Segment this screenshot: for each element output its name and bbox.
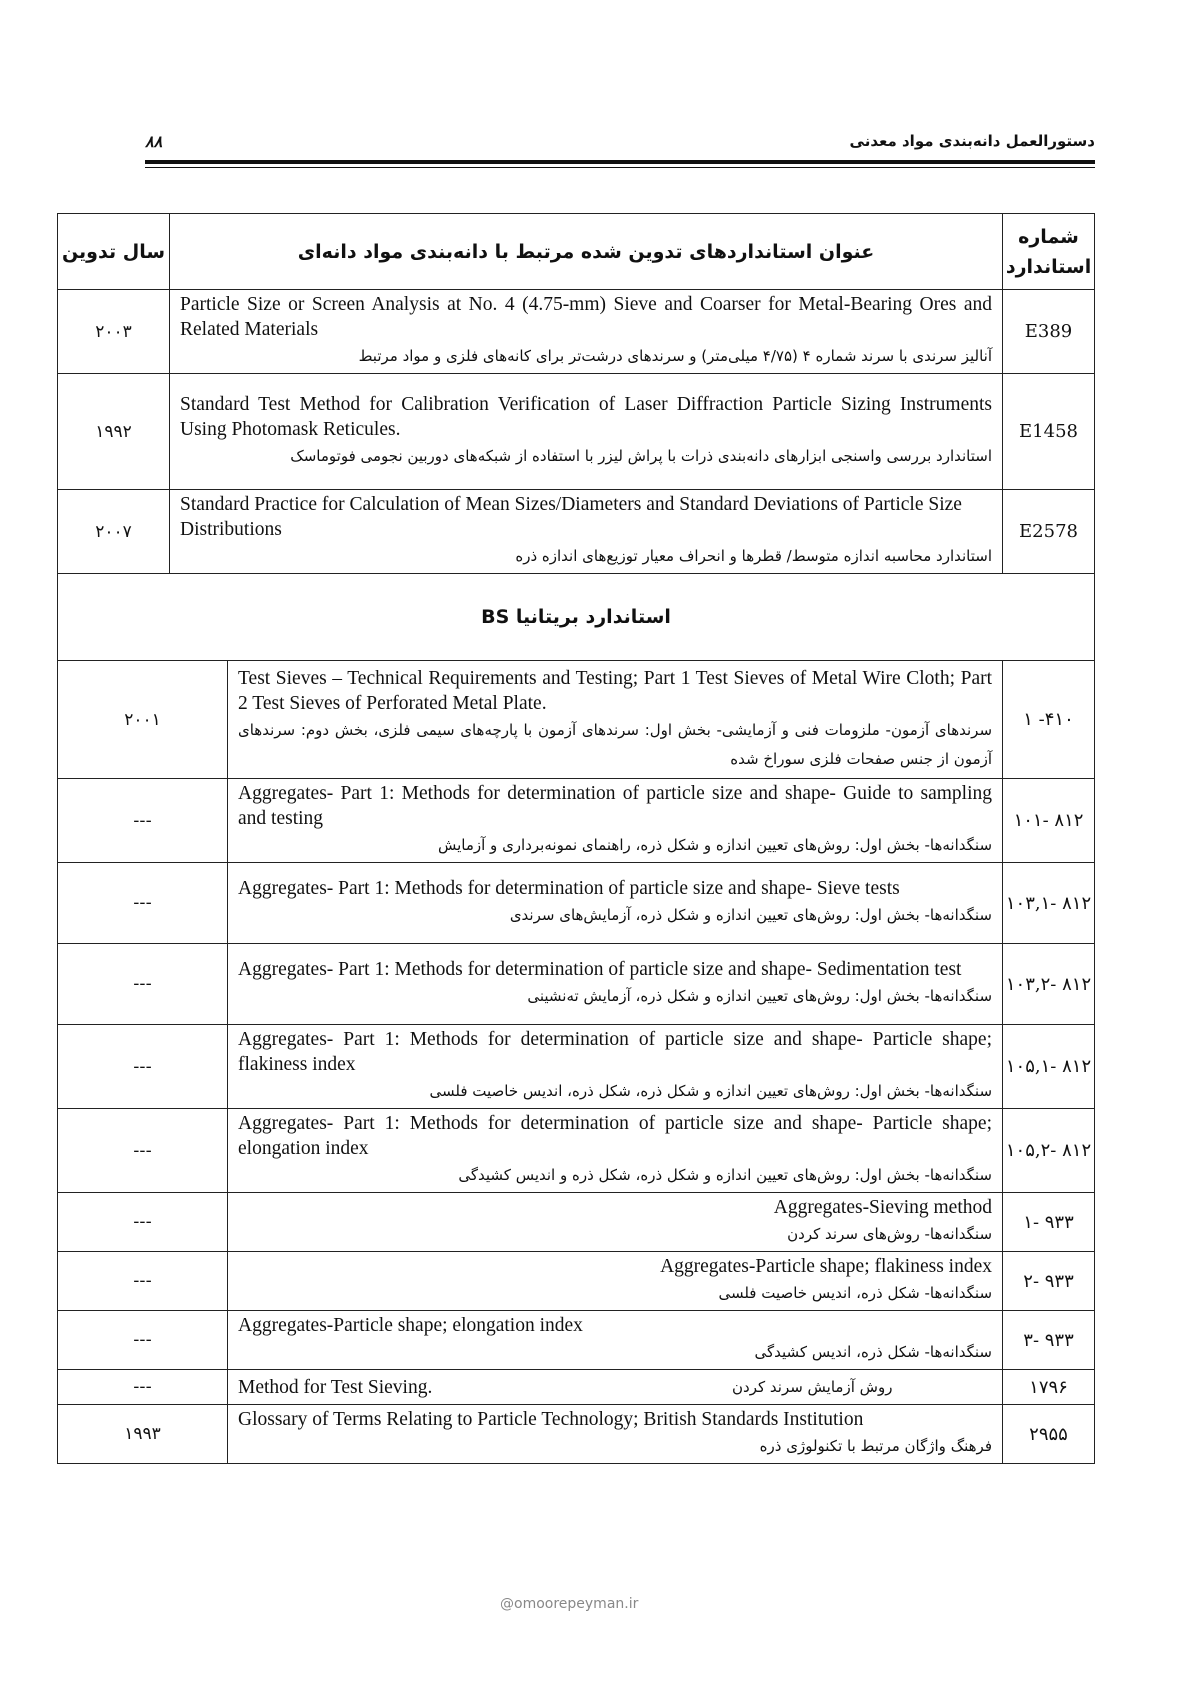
table-row [58,1193,1095,1252]
title-cell [228,1370,1003,1405]
title-fa: سرندهای آزمون- ملزومات فنی و آزمایشی- بخش اول: سرندهای آزمون با پارچه‌های سیمی فلزی، بخش دوم: سرندهای آزمون از جنس صفحات فلزی سوراخ شده [238,720,993,768]
year-cell: --- [58,1311,228,1370]
section-row [58,574,1095,661]
title-cell [228,1252,1003,1311]
title-cell [228,779,1003,863]
year-cell: --- [58,779,228,863]
watermark-text: @omoorepeyman.ir [500,1596,639,1612]
year-cell: ۱۹۹۳ [58,1405,228,1464]
table-row [58,1311,1095,1370]
title-fa: استاندارد محاسبه اندازه متوسط/ قطرها و انحراف معیار توزیع‌های اندازه ذره [515,547,993,565]
year-cell: --- [58,1193,228,1252]
title-en: Standard Practice for Calculation of Mean Sizes/Diameters and Standard Deviations of Particle Size Distributions [180,494,962,540]
title-cell [228,1025,1003,1109]
number-cell: ۱۷۹۶ [1003,1370,1095,1405]
number-cell: ۸۱۲ -۱۰۵,۱ [1003,1025,1095,1109]
title-en: Test Sieves – Technical Requirements and Testing; Part 1 Test Sieves of Metal Wire Cloth; Part 2 Test Sieves of Perforated Metal Plate. [238,667,993,714]
title-fa: سنگدانه‌ها- بخش اول: روش‌های تعیین اندازه و شکل ذره، شکل ذره و اندیس کشیدگی [458,1166,993,1184]
year-cell: --- [58,863,228,944]
title-en: Particle Size or Screen Analysis at No. 4 (4.75-mm) Sieve and Coarser for Metal-Bearing Ores and Related Materials [180,294,993,340]
standards-table [57,213,1095,1464]
number-cell: ۸۱۲ -۱۰۱ [1003,779,1095,863]
number-cell: ۴۱۰- ۱ [1003,661,1095,779]
title-fa: سنگدانه‌ها- شکل ذره، اندیس خاصیت فلسی [718,1284,993,1302]
page-number: ۸۸ [145,132,163,151]
title-en: Standard Test Method for Calibration Verification of Laser Diffraction Particle Sizing Instruments Using Photomask Reticules. [180,394,993,440]
title-cell [170,290,1003,374]
number-cell: ۸۱۲ -۱۰۳,۲ [1003,944,1095,1025]
title-cell [170,490,1003,574]
number-cell: E389 [1003,290,1095,374]
number-cell: ۸۱۲ -۱۰۳,۱ [1003,863,1095,944]
header-title: عنوان استانداردهای تدوین شده مرتبط با دانه‌بندی مواد دانه‌ای [170,214,1003,290]
title-cell [228,944,1003,1025]
title-en: Aggregates- Part 1: Methods for determination of particle size and shape- Particle shape; elongation index [238,1113,993,1159]
table-row [58,1405,1095,1464]
title-fa: سنگدانه‌ها- شکل ذره، اندیس کشیدگی [754,1343,993,1361]
title-en: Aggregates-Sieving method [773,1197,993,1218]
table-row [58,1370,1095,1405]
title-inline [238,1373,992,1402]
number-cell: ۲۹۵۵ [1003,1405,1095,1464]
title-cell [228,1311,1003,1370]
table-row [58,1025,1095,1109]
title-fa: سنگدانه‌ها- بخش اول: روش‌های تعیین اندازه و شکل ذره، راهنمای نمونه‌برداری و آزمایش [437,836,993,854]
table-row [58,944,1095,1025]
title-en: Aggregates- Part 1: Methods for determination of particle size and shape- Sedimentation test [238,959,962,980]
title-cell [228,661,1003,779]
title-fa: سنگدانه‌ها- بخش اول: روش‌های تعیین اندازه و شکل ذره، شکل ذره، اندیس خاصیت فلسی [429,1082,993,1100]
title-en: Method for Test Sieving. [238,1376,433,1398]
number-cell: ۹۳۳ -۲ [1003,1252,1095,1311]
table-row [58,1252,1095,1311]
title-en: Glossary of Terms Relating to Particle Technology; British Standards Institution [238,1409,864,1430]
number-cell: ۸۱۲ -۱۰۵,۲ [1003,1109,1095,1193]
year-cell: --- [58,1109,228,1193]
year-cell: ۲۰۰۱ [58,661,228,779]
year-cell: --- [58,944,228,1025]
table-row [58,374,1095,490]
title-en: Aggregates- Part 1: Methods for determination of particle size and shape- Guide to sampling and testing [238,783,993,829]
title-en: Aggregates- Part 1: Methods for determination of particle size and shape- Particle shape; flakiness index [238,1029,993,1075]
title-fa: روش آزمایش سرند کردن [732,1377,893,1396]
year-cell: --- [58,1252,228,1311]
number-cell: E1458 [1003,374,1095,490]
header-number: شماره استاندارد [1003,214,1095,290]
year-cell: --- [58,1025,228,1109]
title-cell [228,1193,1003,1252]
number-cell: ۹۳۳ -۳ [1003,1311,1095,1370]
title-cell [228,863,1003,944]
title-cell [228,1405,1003,1464]
table-row [58,290,1095,374]
number-cell: E2578 [1003,490,1095,574]
table-row [58,1109,1095,1193]
title-fa: استاندارد بررسی واسنجی ابزارهای دانه‌بندی ذرات با پراش لیزر با استفاده از شبکه‌های دوربین نجومی فوتوماسک [290,447,993,465]
table-row [58,490,1095,574]
running-title: دستورالعمل دانه‌بندی مواد معدنی [849,132,1095,150]
page-header [145,132,1095,162]
title-fa: آنالیز سرندی با سرند شماره ۴ (۴/۷۵ میلی‌متر) و سرندهای درشت‌تر برای کانه‌های فلزی و مواد مرتبط [358,347,993,365]
title-fa: سنگدانه‌ها- بخش اول: روش‌های تعیین اندازه و شکل ذره، آزمایش ته‌نشینی [527,987,993,1005]
header-year: سال تدوین [58,214,170,290]
title-fa: فرهنگ واژگان مرتبط با تکنولوژی ذره [759,1437,993,1455]
header-rule-thick [145,160,1095,164]
year-cell: ۱۹۹۲ [58,374,170,490]
number-cell: ۹۳۳ -۱ [1003,1193,1095,1252]
table-row [58,779,1095,863]
year-cell: --- [58,1370,228,1405]
title-fa: سنگدانه‌ها- روش‌های سرند کردن [787,1225,993,1243]
year-cell: ۲۰۰۷ [58,490,170,574]
table-row [58,863,1095,944]
title-cell [170,374,1003,490]
table-header-row [58,214,1095,290]
table-row [58,661,1095,779]
title-fa: سنگدانه‌ها- بخش اول: روش‌های تعیین اندازه و شکل ذره، آزمایش‌های سرندی [509,906,993,924]
year-cell: ۲۰۰۳ [58,290,170,374]
title-en: Aggregates-Particle shape; flakiness index [660,1256,993,1277]
title-cell [228,1109,1003,1193]
title-en: Aggregates-Particle shape; elongation index [238,1315,583,1336]
section-title: استاندارد بریتانیا BS [58,574,1095,661]
header-rule-thin [145,167,1095,168]
title-en: Aggregates- Part 1: Methods for determination of particle size and shape- Sieve tests [238,878,900,899]
